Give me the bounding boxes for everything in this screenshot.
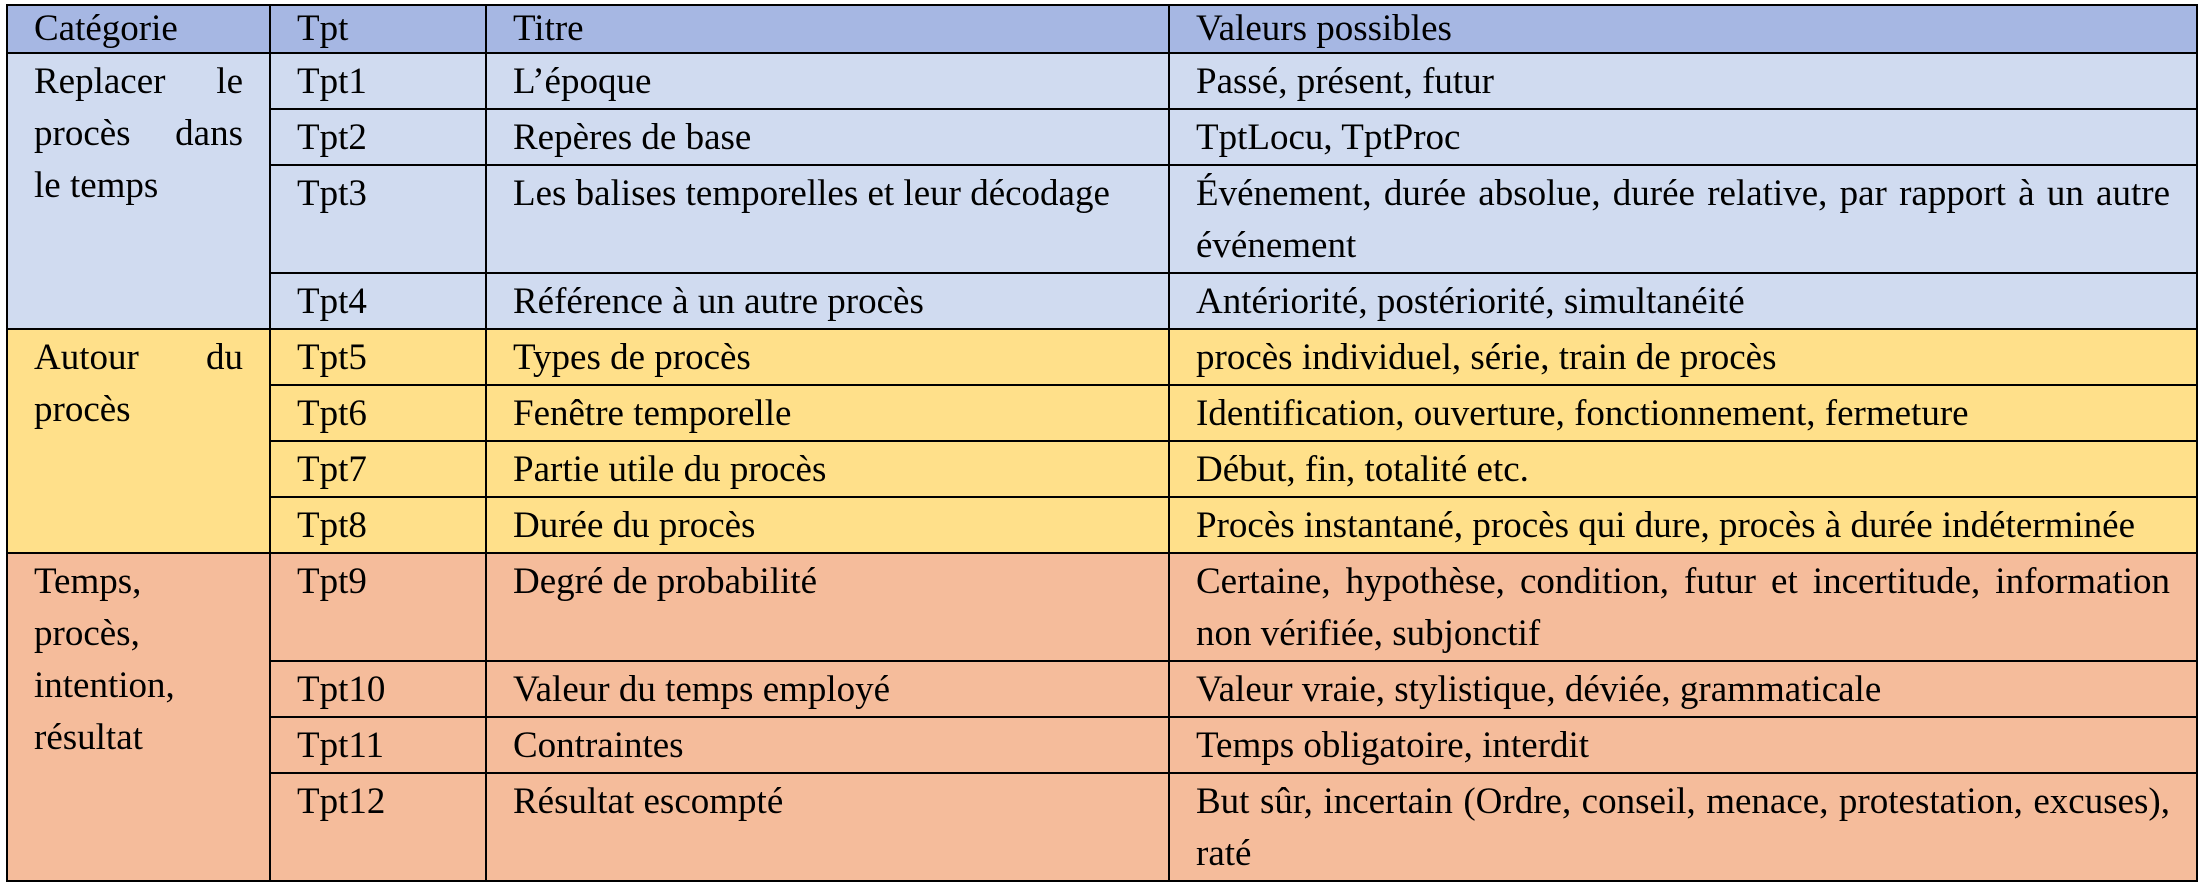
header-tpt: Tpt	[270, 5, 486, 53]
valeurs-cell: Valeur vraie, stylistique, déviée, grammaticale	[1169, 661, 2197, 717]
titre-cell: Degré de probabilité	[486, 553, 1169, 661]
tpt-cell: Tpt4	[270, 273, 486, 329]
valeurs-cell: But sûr, incertain (Ordre, conseil, menace, protestation, excuses), raté	[1169, 773, 2197, 881]
header-valeurs: Valeurs possibles	[1169, 5, 2197, 53]
category-cell	[7, 329, 270, 553]
titre-cell: Référence à un autre procès	[486, 273, 1169, 329]
titre-cell: Types de procès	[486, 329, 1169, 385]
valeurs-cell: Certaine, hypothèse, condition, futur et incertitude, information non vérifiée, subjonctif	[1169, 553, 2197, 661]
table-row	[7, 717, 2197, 773]
table-body	[7, 53, 2197, 881]
tpt-cell: Tpt12	[270, 773, 486, 881]
header-categorie: Catégorie	[7, 5, 270, 53]
tpt-cell: Tpt8	[270, 497, 486, 553]
tpt-cell: Tpt2	[270, 109, 486, 165]
titre-cell: Fenêtre temporelle	[486, 385, 1169, 441]
table-row	[7, 773, 2197, 881]
table-row	[7, 553, 2197, 661]
table-row	[7, 165, 2197, 273]
tpt-cell: Tpt9	[270, 553, 486, 661]
valeurs-cell: Passé, présent, futur	[1169, 53, 2197, 109]
titre-cell: L’époque	[486, 53, 1169, 109]
valeurs-cell: TptLocu, TptProc	[1169, 109, 2197, 165]
table-row	[7, 53, 2197, 109]
tpt-cell: Tpt7	[270, 441, 486, 497]
valeurs-cell: Antériorité, postériorité, simultanéité	[1169, 273, 2197, 329]
table-row	[7, 385, 2197, 441]
titre-cell: Partie utile du procès	[486, 441, 1169, 497]
table-row	[7, 273, 2197, 329]
valeurs-cell: procès individuel, série, train de procès	[1169, 329, 2197, 385]
tpt-cell: Tpt6	[270, 385, 486, 441]
table-row	[7, 441, 2197, 497]
category-label: Autour du procès	[34, 337, 243, 430]
category-cell	[7, 553, 270, 881]
titre-cell: Durée du procès	[486, 497, 1169, 553]
titre-cell: Résultat escompté	[486, 773, 1169, 881]
header-titre: Titre	[486, 5, 1169, 53]
table-header	[7, 5, 2197, 53]
table-row	[7, 329, 2197, 385]
valeurs-cell: Début, fin, totalité etc.	[1169, 441, 2197, 497]
valeurs-cell: Temps obligatoire, interdit	[1169, 717, 2197, 773]
titre-cell: Repères de base	[486, 109, 1169, 165]
valeurs-cell: Identification, ouverture, fonctionnement, fermeture	[1169, 385, 2197, 441]
category-label: Temps, procès, intention, résultat	[34, 561, 175, 758]
tpt-cell: Tpt1	[270, 53, 486, 109]
table-row	[7, 661, 2197, 717]
category-label: Replacer le procès dans le temps	[34, 61, 243, 206]
valeurs-cell: Événement, durée absolue, durée relative, par rapport à un autre événement	[1169, 165, 2197, 273]
table-row	[7, 497, 2197, 553]
tpt-cell: Tpt3	[270, 165, 486, 273]
tpt-table	[6, 4, 2198, 882]
table-row	[7, 109, 2197, 165]
header-row	[7, 5, 2197, 53]
titre-cell: Valeur du temps employé	[486, 661, 1169, 717]
titre-cell: Les balises temporelles et leur décodage	[486, 165, 1169, 273]
valeurs-cell: Procès instantané, procès qui dure, procès à durée indéterminée	[1169, 497, 2197, 553]
category-cell	[7, 53, 270, 329]
tpt-cell: Tpt5	[270, 329, 486, 385]
tpt-cell: Tpt10	[270, 661, 486, 717]
tpt-cell: Tpt11	[270, 717, 486, 773]
titre-cell: Contraintes	[486, 717, 1169, 773]
